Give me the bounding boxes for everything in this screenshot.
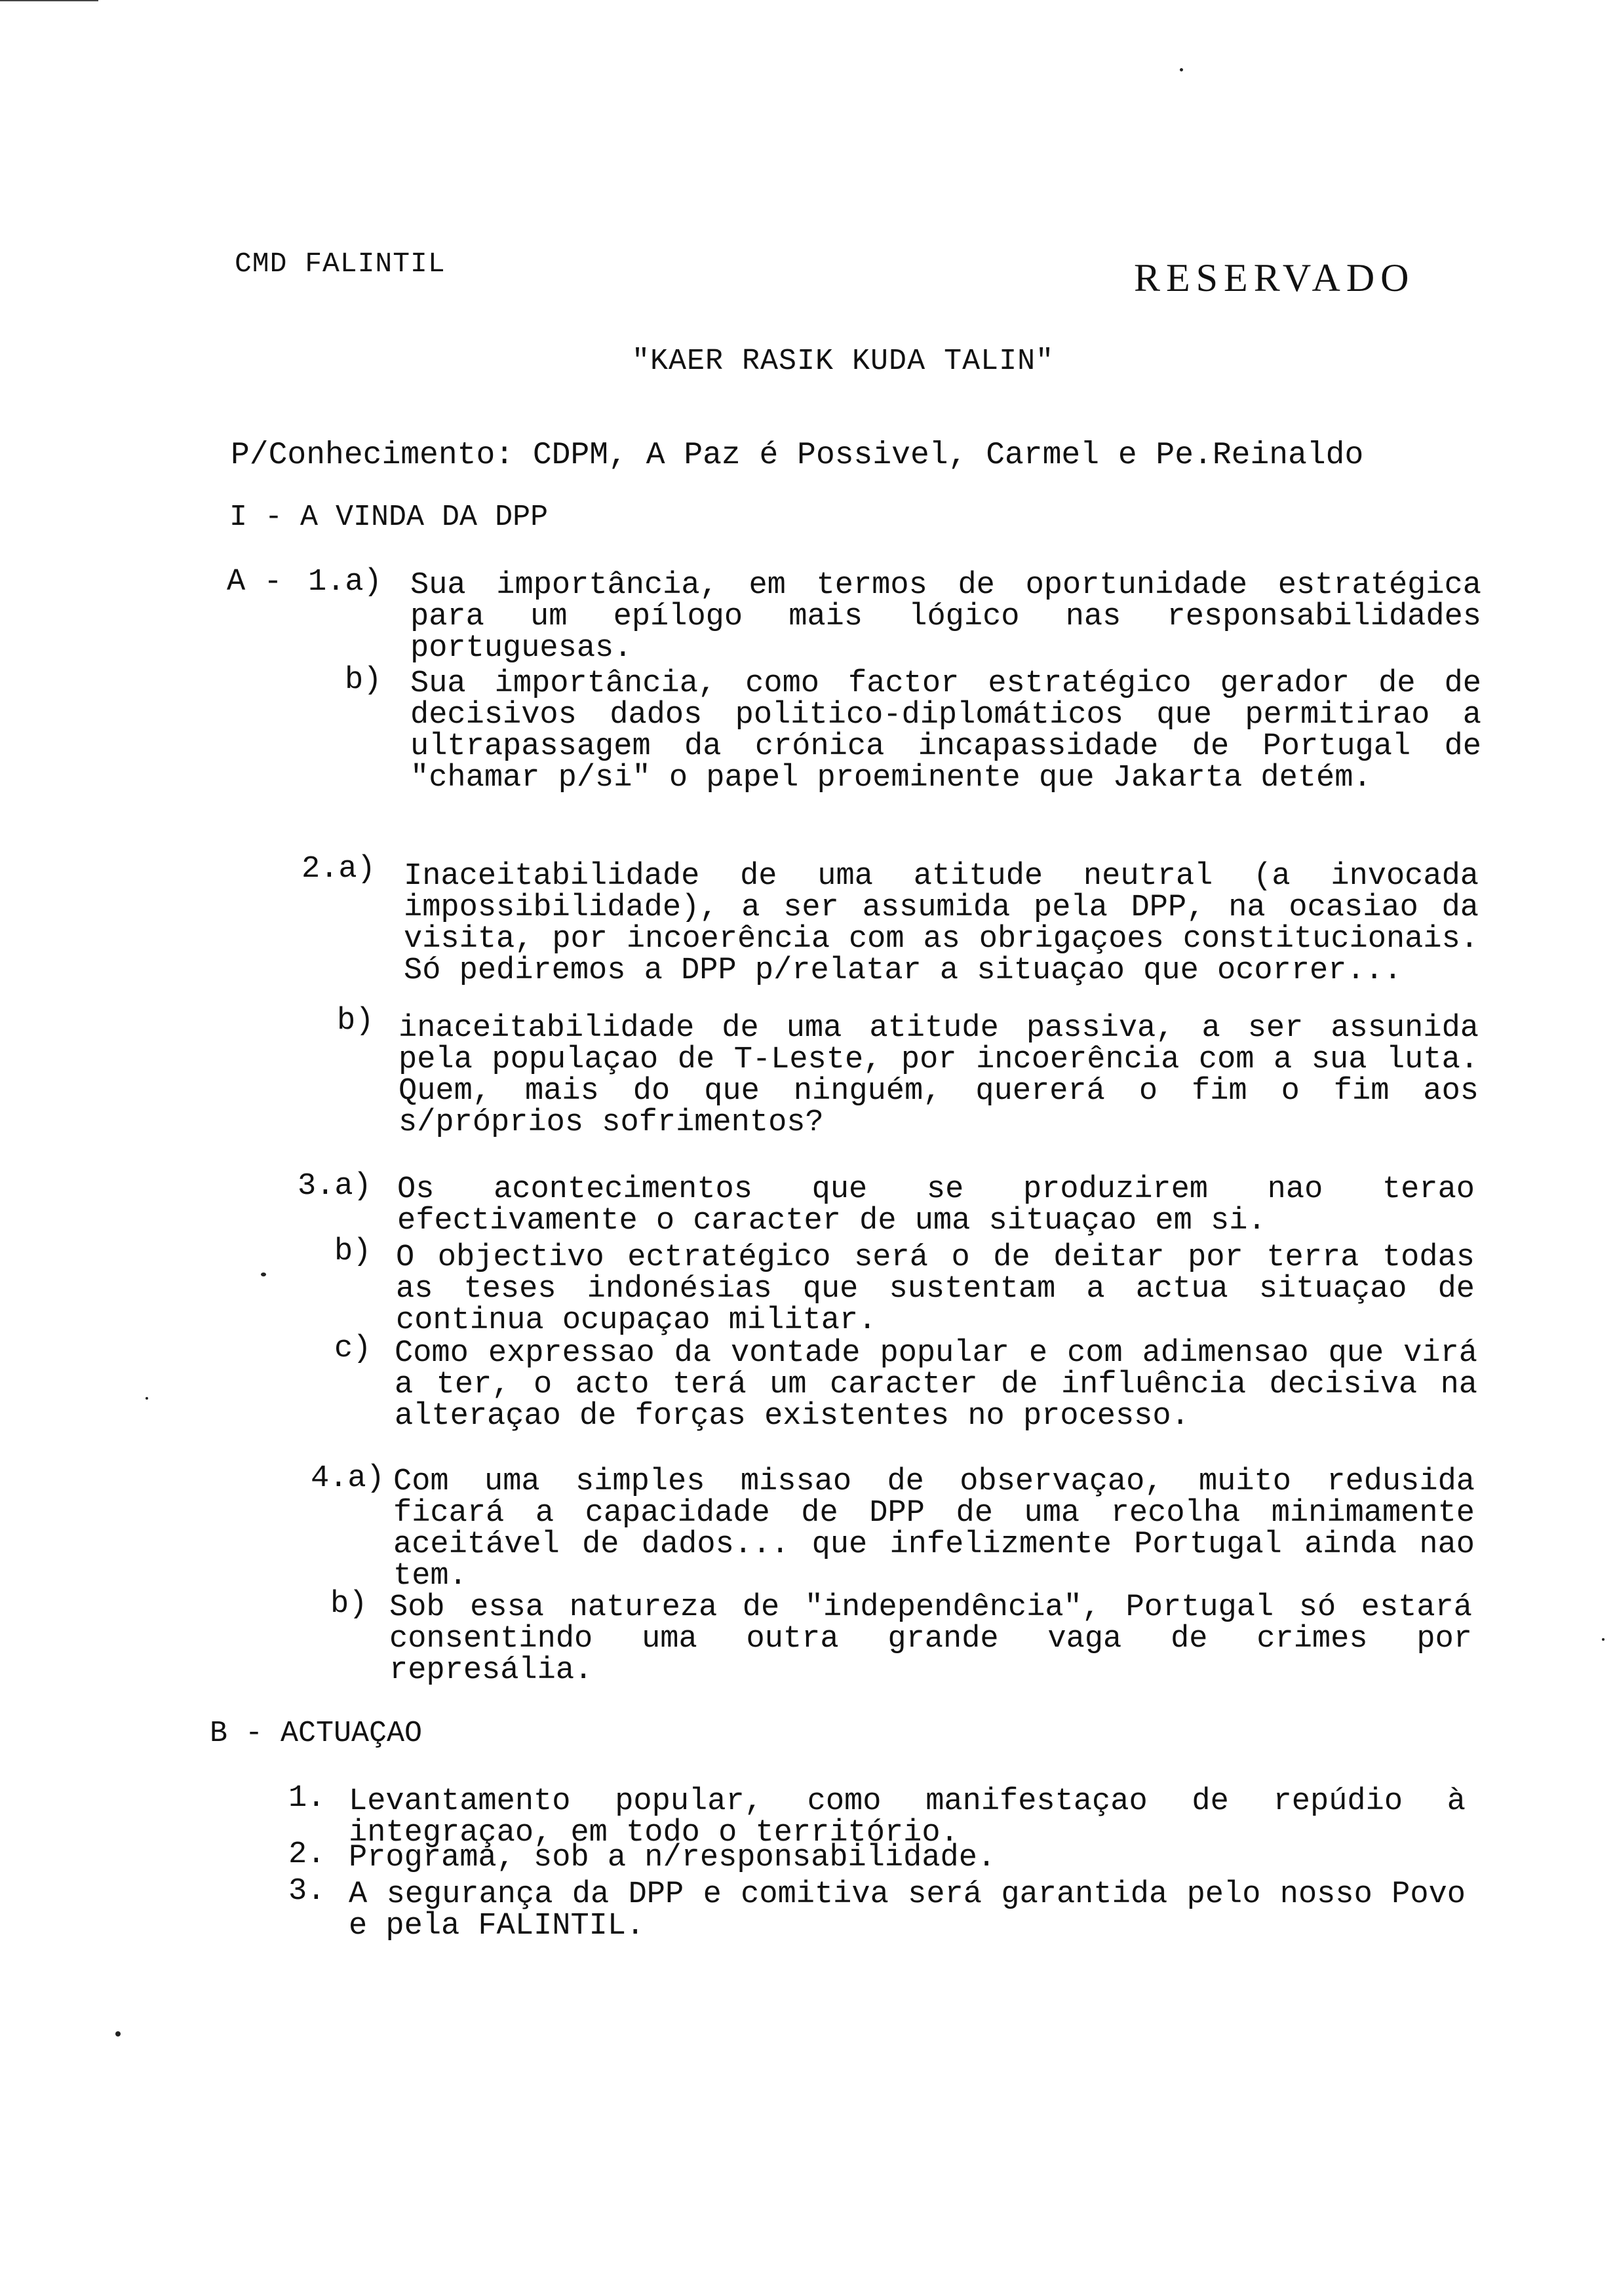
scan-edge-mark xyxy=(0,0,98,1)
paragraph-2a: Inaceitabilidade de uma atitude neutral (a invocada impossibilidade), a ser assumida pela DPP, na ocasiao da visita, por incoerência com as obrigaçoes constitucionais. Só pediremos a DPP p/relatar a situaçao que ocorrer... xyxy=(404,859,1479,988)
section-b-heading: B - ACTUAÇAO xyxy=(210,1717,423,1750)
distribution-line: P/Conhecimento: CDPM, A Paz é Possivel, Carmel e Pe.Reinaldo xyxy=(231,438,1364,473)
section-i-heading: I - A VINDA DA DPP xyxy=(229,501,549,534)
item-marker: b) xyxy=(345,663,382,698)
list-marker: 2. xyxy=(288,1837,326,1872)
header-left-label: CMD FALINTIL xyxy=(235,248,446,280)
paragraph-2b: inaceitabilidade de uma atitude passiva, a ser assunida pela populaçao de T-Leste, por incoerência com a sua luta. Quem, mais do que ninguém, quererá o fim o fim aos s/próprios sofrimentos? xyxy=(399,1011,1479,1140)
paragraph-4b: Sob essa natureza de "independência", Portugal só estará consentindo uma outra grande vaga de crimes por represália. xyxy=(389,1590,1472,1688)
paragraph-3c: Como expressao da vontade popular e com adimensao que virá a ter, o acto terá um caracter de influência decisiva na alteraçao de forças existentes no processo. xyxy=(395,1336,1477,1434)
scan-speck xyxy=(146,1397,148,1400)
item-marker: b) xyxy=(334,1234,372,1269)
item-marker: b) xyxy=(330,1587,368,1622)
paragraph-1a: Sua importância, em termos de oportunidade estratégica para um epílogo mais lógico nas responsabilidades portuguesas. xyxy=(410,568,1481,666)
item-marker: 4.a) xyxy=(311,1461,385,1496)
scan-speck xyxy=(261,1272,266,1276)
item-marker: 3.a) xyxy=(298,1169,372,1204)
item-marker: b) xyxy=(337,1004,374,1039)
paragraph-3a: Os acontecimentos que se produzirem nao terao efectivamente o caracter de uma situaçao em si. xyxy=(397,1172,1475,1238)
paragraph-4a: Com uma simples missao de observaçao, muito redusida ficará a capacidade de DPP de uma recolha minimamente aceitável de dados... que infelizmente Portugal ainda nao tem. xyxy=(393,1464,1475,1594)
list-marker: 3. xyxy=(288,1874,326,1909)
actuacao-item-2: Programa, sob a n/responsabilidade. xyxy=(349,1841,996,1875)
document-title: "KAER RASIK KUDA TALIN" xyxy=(632,345,1055,378)
scan-speck xyxy=(115,2031,121,2037)
scan-speck xyxy=(1602,1638,1605,1641)
paragraph-1b: Sua importância, como factor estratégico gerador de de decisivos dados politico-diplomáticos que permitirao a ultrapassagem da crónica incapassidade de Portugal de "chamar p/si" o papel proeminente que Jakarta detém. xyxy=(410,666,1481,795)
list-marker: 1. xyxy=(288,1781,326,1816)
actuacao-item-1: Levantamento popular, como manifestaçao de repúdio à integraçao, em todo o território. xyxy=(349,1784,1466,1850)
item-marker: 1.a) xyxy=(308,565,382,600)
actuacao-item-3: A segurança da DPP e comitiva será garantida pelo nosso Povo e pela FALINTIL. xyxy=(349,1877,1466,1943)
item-marker: 2.a) xyxy=(302,852,376,887)
item-marker: c) xyxy=(334,1331,372,1366)
paragraph-3b: O objectivo ectratégico será o de deitar por terra todas as teses indonésias que sustentam a actua situaçao de continua ocupaçao militar. xyxy=(396,1240,1475,1338)
scan-speck xyxy=(1180,68,1183,71)
part-a-marker: A - xyxy=(227,565,282,600)
classification-label: RESERVADO xyxy=(1134,256,1415,299)
